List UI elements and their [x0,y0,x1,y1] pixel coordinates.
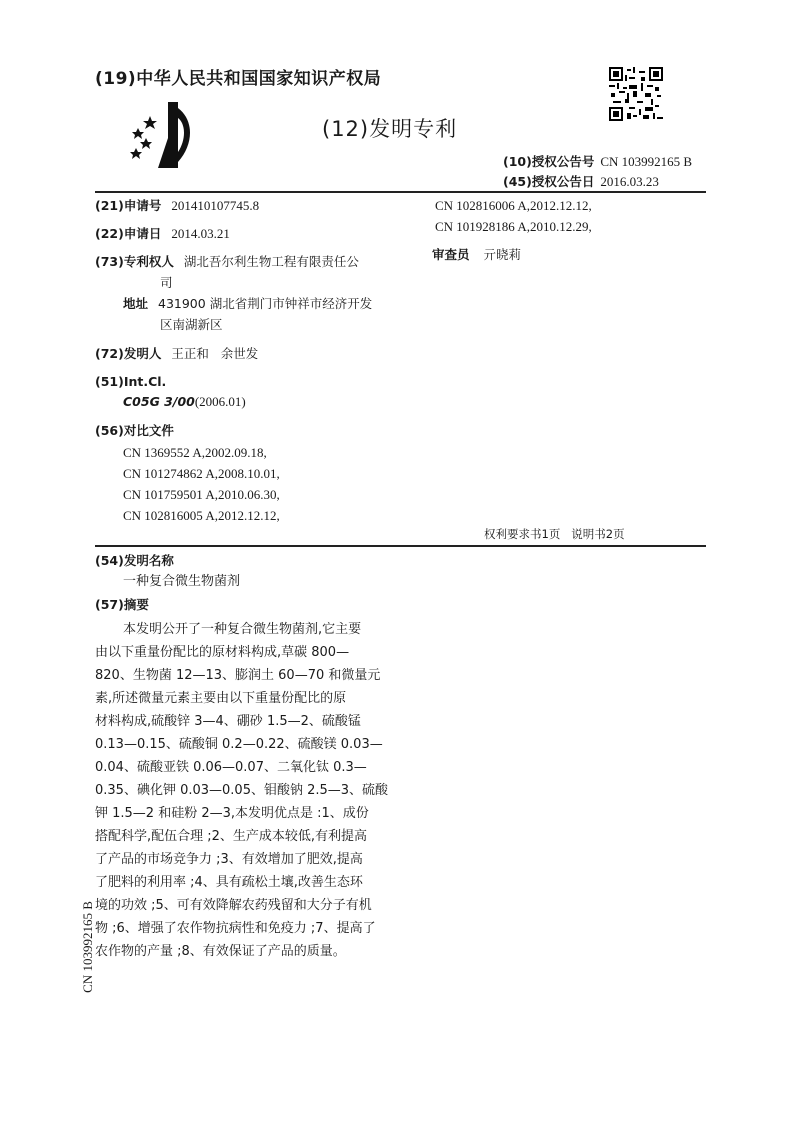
field-label: 申请号 [123,198,162,213]
invention-title: 一种复合微生物菌剂 [123,574,241,589]
pub-number: CN 103992165 B [600,154,693,169]
application-number: 201410107745.8 [171,198,260,213]
address-cont: 区南湖新区 [160,317,223,332]
side-patent-number [75,887,101,1007]
header-divider [95,191,706,193]
citations-field [95,423,174,439]
abstract-line: 0.35、碘化钾 0.03—0.05、钼酸钠 2.5—3、硫酸 [95,783,389,798]
patentee-name-cont: 司 [160,275,173,290]
patentee-name: 湖北吾尔利生物工程有限责任公 [183,254,359,269]
invention-title-field [95,553,174,569]
abstract-line: 由以下重量份配比的原材料构成,草碳 800— [95,645,350,660]
abstract-line: 了肥料的利用率 ;4、具有疏松土壤,改善生态环 [95,875,363,890]
field-code: (21) [95,198,124,213]
field-code: (54) [95,553,124,568]
cnipa-logo-icon [128,98,198,170]
page-count-info: 权利要求书1页 说明书2页 [484,527,625,541]
section-divider [95,545,706,547]
examiner-field [432,247,521,263]
pub-date: 2016.03.23 [600,174,659,189]
field-code: (22) [95,226,124,241]
abstract-line: 了产品的市场竞争力 ;3、有效增加了肥效,提高 [95,852,363,867]
field-code: (51) [95,374,124,389]
application-date-field [95,226,230,242]
abstract-line: 材料构成,硫酸锌 3—4、硼砂 1.5—2、硫酸锰 [95,714,361,729]
field-label: 专利权人 [123,254,174,269]
pub-date-row [503,172,659,190]
patentee-field [95,254,359,270]
class-version: (2006.01) [194,394,246,409]
inventors-field [95,346,258,362]
field-code: (72) [95,346,124,361]
pub-number-row [503,152,692,170]
abstract-line: 本发明公开了一种复合微生物菌剂,它主要 [123,622,362,637]
abstract-line: 820、生物菌 12—13、膨润土 60—70 和微量元 [95,668,381,683]
side-patent-number-text: CN 103992165 B [80,901,95,993]
office-name: (19)中华人民共和国国家知识产权局 [95,69,382,89]
field-label: 发明名称 [123,553,174,568]
abstract-line: 钾 1.5—2 和硅粉 2—3,本发明优点是 :1、成份 [95,806,369,821]
address-field [123,296,372,312]
abstract-line: 素,所述微量元素主要由以下重量份配比的原 [95,691,347,706]
abstract-line: 搭配科学,配伍合理 ;2、生产成本较低,有利提高 [95,829,368,844]
field-label: 对比文件 [123,423,174,438]
field-code: (56) [95,423,124,438]
abstract-line: 物 ;6、增强了农作物抗病性和免疫力 ;7、提高了 [95,921,376,936]
citation-item: CN 102816005 A,2012.12.12, [123,508,280,523]
application-number-field [95,198,259,214]
citation-item: CN 101759501 A,2010.06.30, [123,487,280,502]
int-cl-value [123,394,246,410]
class-code: C05G 3/00 [123,394,195,409]
document-type: (12)发明专利 [322,117,458,141]
qr-code-icon [609,67,663,121]
field-code: (73) [95,254,124,269]
field-label: Int.Cl. [123,374,167,389]
citation-item: CN 101928186 A,2010.12.29, [435,219,592,234]
field-label: 申请日 [123,226,162,241]
abstract-line: 0.04、硫酸亚铁 0.06—0.07、二氧化钛 0.3— [95,760,367,775]
abstract-line: 境的功效 ;5、可有效降解农药残留和大分子有机 [95,898,372,913]
citation-item: CN 101274862 A,2008.10.01, [123,466,280,481]
field-label: 发明人 [123,346,162,361]
application-date: 2014.03.21 [171,226,230,241]
abstract-line: 农作物的产量 ;8、有效保证了产品的质量。 [95,944,346,959]
examiner-label: 审查员 [432,247,470,262]
pub-number-label: (10)授权公告号 [503,154,595,169]
address-value: 431900 湖北省荆门市钟祥市经济开发 [158,296,373,311]
citation-item: CN 1369552 A,2002.09.18, [123,445,267,460]
inventors-value: 王正和 余世发 [171,346,259,361]
field-label: 地址 [123,296,149,311]
int-cl-field [95,374,166,390]
examiner-name: 亓晓莉 [483,247,522,262]
pub-date-label: (45)授权公告日 [503,174,595,189]
abstract-heading [95,597,149,613]
abstract-line: 0.13—0.15、硫酸铜 0.2—0.22、硫酸镁 0.03— [95,737,383,752]
citation-item: CN 102816006 A,2012.12.12, [435,198,592,213]
field-label: 摘要 [123,597,149,612]
field-code: (57) [95,597,124,612]
